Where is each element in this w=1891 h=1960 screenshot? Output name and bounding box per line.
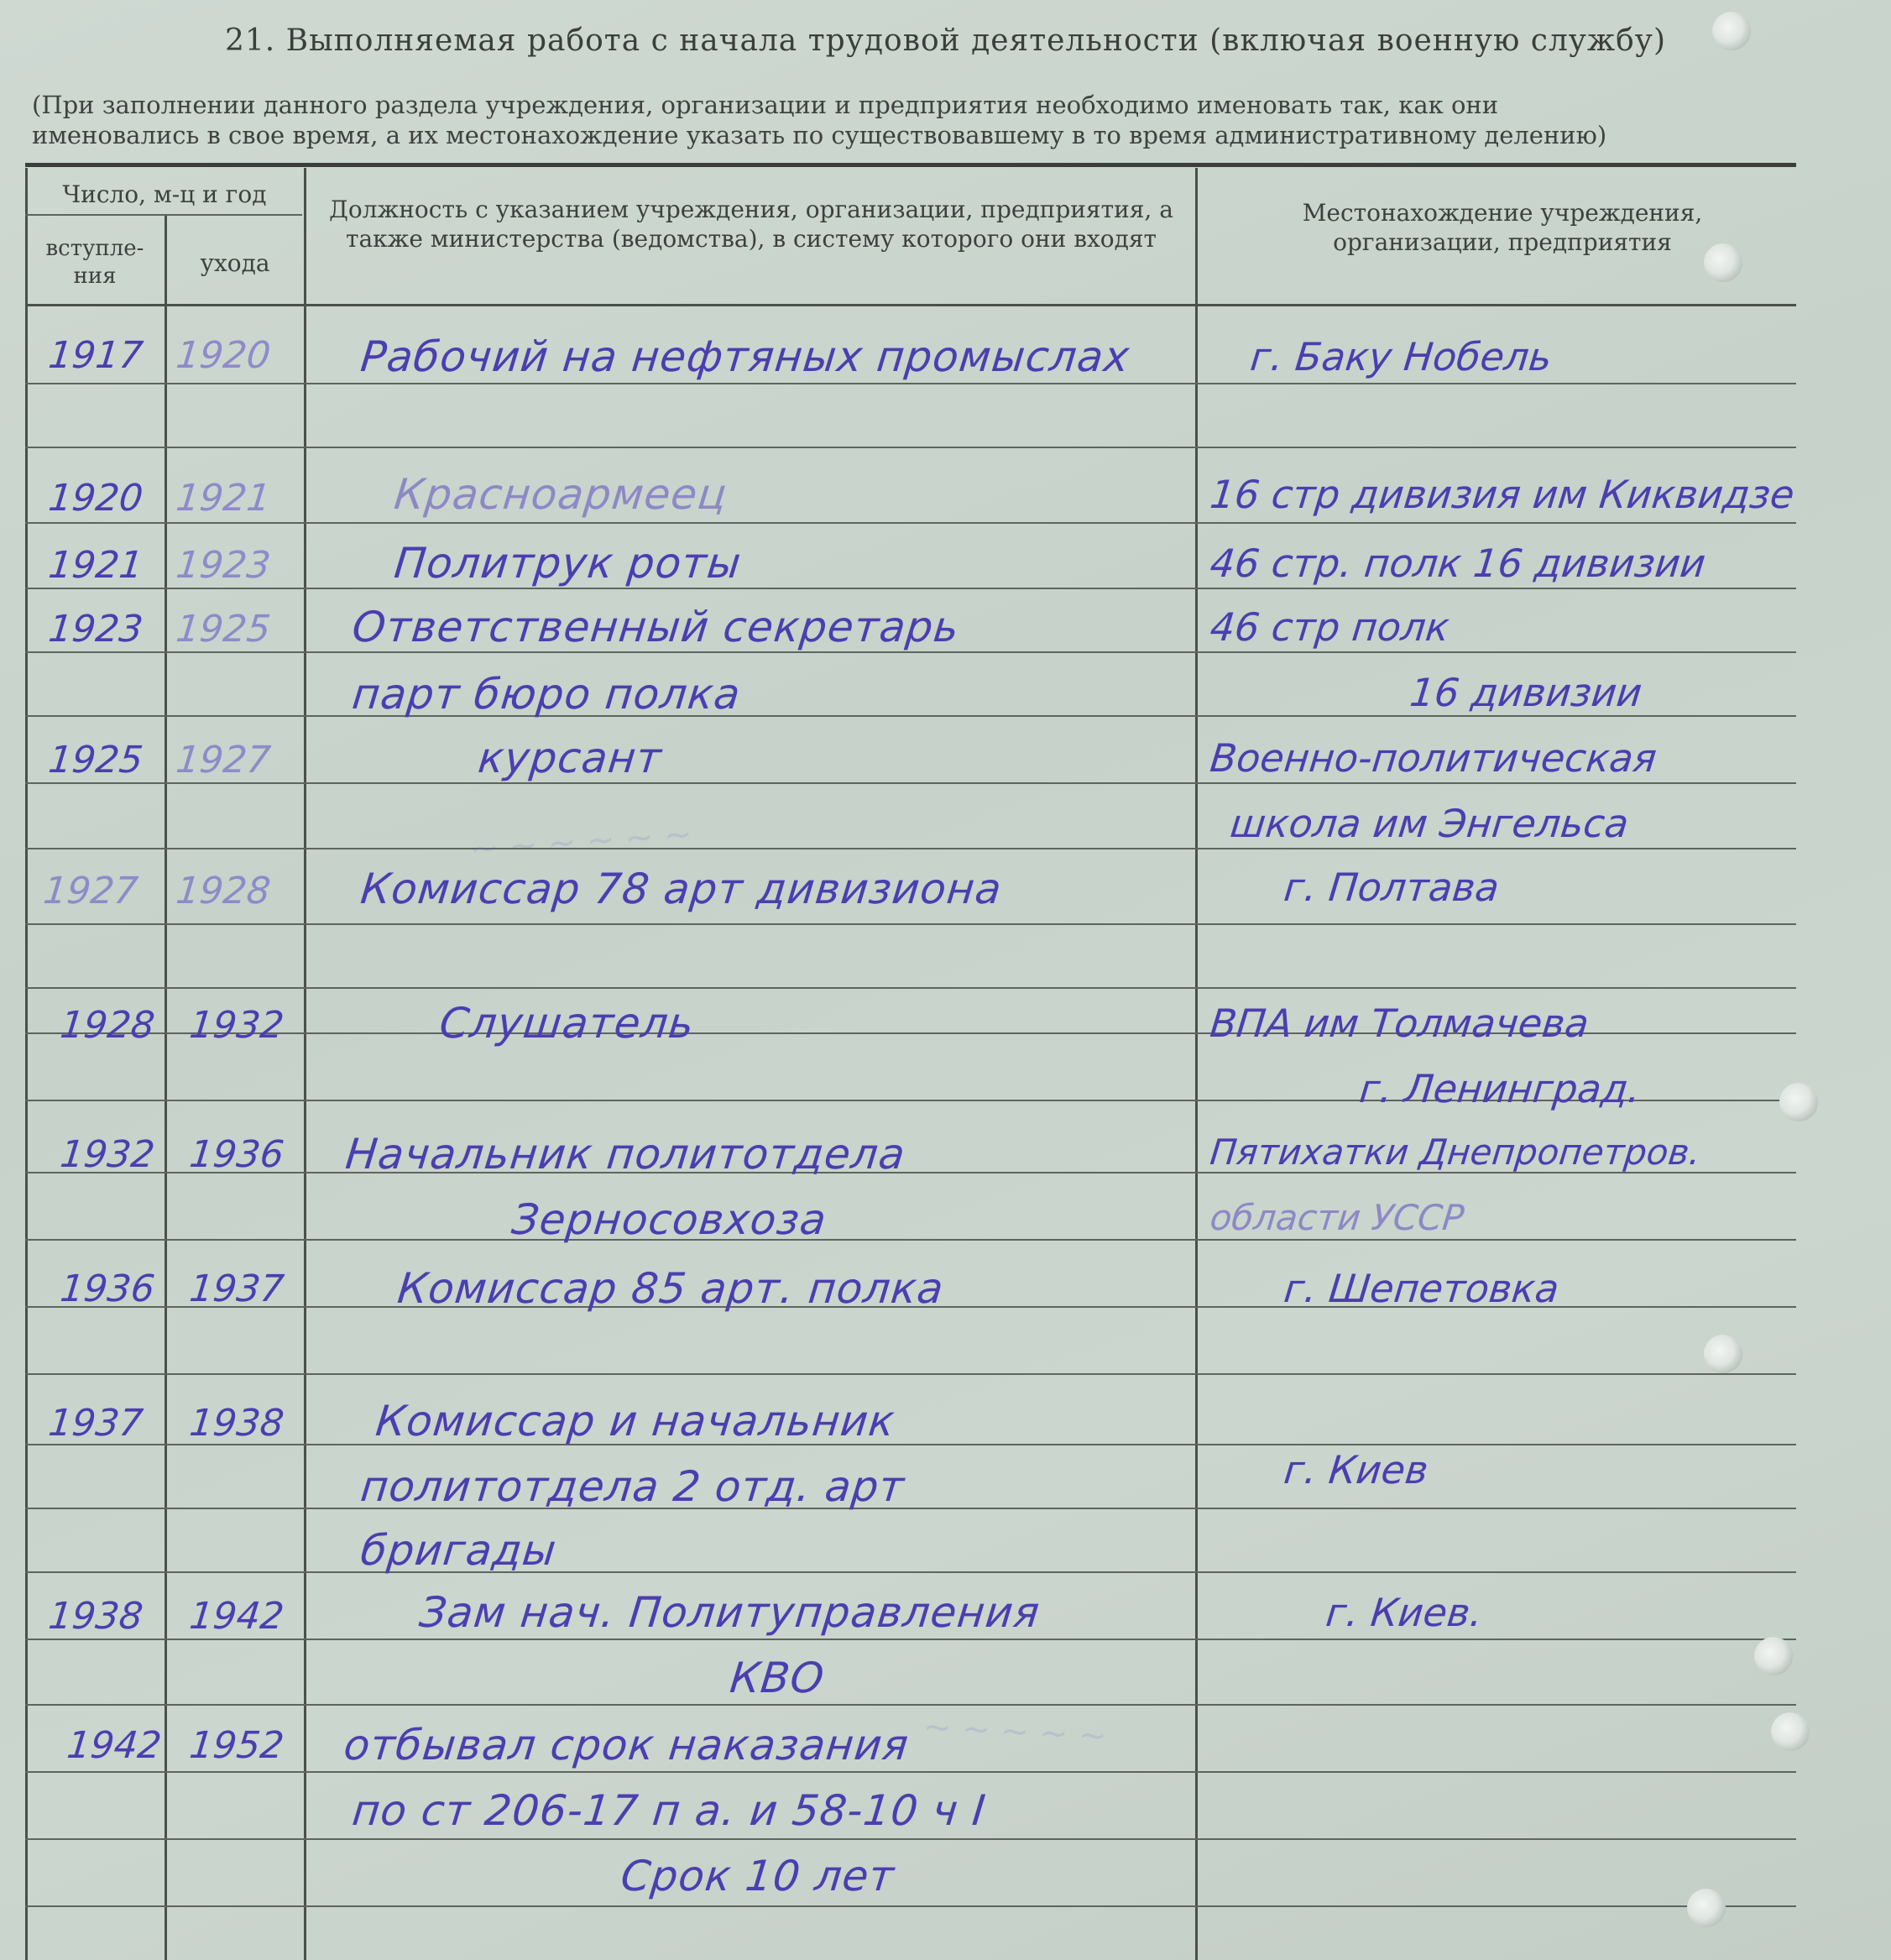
entry-location: 46 стр. полк 16 дивизии	[1208, 541, 1708, 586]
header-start: вступле- ния	[45, 236, 144, 289]
entry-end-year: 1932	[187, 1004, 286, 1047]
faint-stamp-imprint: ~ ~ ~ ~ ~ ~	[468, 814, 693, 870]
entry-location: ВПА им Толмачева	[1208, 1001, 1591, 1046]
entry-end-year: 1925	[174, 608, 273, 651]
entry-position: политотдела 2 отд. арт	[358, 1462, 907, 1511]
entry-location: г. Полтава	[1282, 865, 1502, 910]
entry-position: Зам нач. Политуправления	[416, 1588, 1042, 1637]
ruled-line	[25, 1771, 1796, 1773]
ruled-line	[25, 1838, 1796, 1840]
ruled-line	[25, 447, 1796, 448]
header-date-underline	[25, 214, 302, 216]
entry-location: Пятихатки Днепропетров.	[1208, 1132, 1703, 1173]
entry-position: Начальник политотдела	[342, 1130, 908, 1179]
ruled-line	[25, 1704, 1796, 1706]
header-rule	[25, 163, 1796, 167]
ruled-line	[25, 522, 1796, 524]
entry-start-year: 1917	[46, 334, 145, 377]
entry-location: г. Баку Нобель	[1248, 334, 1554, 379]
entry-end-year: 1921	[174, 477, 273, 520]
entry-position: КВО	[727, 1654, 828, 1702]
entry-start-year: 1925	[46, 739, 145, 781]
entry-location: г. Ленинград.	[1357, 1066, 1643, 1111]
entry-position: Рабочий на нефтяных промыслах	[358, 332, 1132, 381]
ruled-line	[25, 848, 1796, 849]
entry-position: бригады	[358, 1526, 560, 1575]
ruled-line	[25, 923, 1796, 925]
entry-position: отбывал срок наказания	[341, 1721, 912, 1769]
entry-start-year: 1921	[46, 544, 145, 587]
entry-position: Ответственный секретарь	[349, 603, 962, 651]
entry-location: г. Киев.	[1324, 1590, 1485, 1635]
entry-start-year: 1942	[65, 1724, 164, 1767]
entry-position: Красноармеец	[391, 470, 730, 519]
ruled-line	[25, 1571, 1796, 1573]
entry-position: Зерносовхоза	[509, 1195, 829, 1244]
faint-stamp-imprint: ~ ~ ~ ~ ~	[922, 1707, 1108, 1756]
entry-start-year: 1923	[46, 608, 145, 651]
entry-end-year: 1923	[174, 544, 273, 587]
header-date-group: Число, м-ц и год	[62, 180, 267, 208]
entry-position: курсант	[475, 734, 665, 782]
ruled-line	[25, 1639, 1796, 1640]
entry-end-year: 1937	[187, 1267, 286, 1310]
entry-end-year: 1920	[174, 334, 273, 377]
entry-position: Срок 10 лет	[618, 1852, 897, 1900]
ruled-line	[25, 715, 1796, 717]
entry-start-year: 1927	[41, 870, 140, 912]
entry-start-year: 1936	[58, 1267, 157, 1310]
column-divider-start-end	[165, 214, 167, 1960]
entry-end-year: 1928	[174, 870, 273, 912]
section-title: 21. Выполняемая работа с начала трудовой деятельности (включая военную службу)	[224, 24, 1667, 58]
ruled-line	[25, 1905, 1796, 1907]
entry-position: Слушатель	[436, 999, 697, 1048]
ruled-line	[25, 383, 1796, 384]
header-bottom-rule	[25, 304, 1796, 306]
entry-location: Военно-политическая	[1208, 735, 1659, 781]
punch-hole	[1754, 1637, 1793, 1675]
entry-position: Политрук роты	[391, 539, 744, 588]
entry-position: по ст 206-17 п а. и 58-10 ч I	[349, 1786, 989, 1835]
ruled-line	[25, 588, 1796, 589]
entry-end-year: 1927	[174, 739, 273, 781]
ruled-line	[25, 987, 1796, 989]
entry-start-year: 1920	[46, 477, 145, 520]
ruled-line	[25, 782, 1796, 784]
entry-location: г. Киев	[1282, 1447, 1431, 1492]
entry-start-year: 1928	[58, 1004, 157, 1047]
table-border-left	[25, 168, 28, 1960]
column-divider-date-position	[304, 168, 306, 1960]
punch-hole	[1687, 1889, 1726, 1927]
punch-hole	[1771, 1712, 1810, 1751]
entry-end-year: 1952	[187, 1724, 286, 1767]
entry-end-year: 1942	[187, 1595, 286, 1638]
ruled-line	[25, 651, 1796, 653]
punch-hole	[1704, 243, 1742, 282]
entry-position: парт бюро полка	[349, 670, 744, 719]
ruled-line	[25, 1508, 1796, 1509]
entry-location: 16 дивизии	[1408, 670, 1644, 715]
entry-location: г. Шепетовка	[1282, 1266, 1562, 1311]
column-divider-position-location	[1195, 168, 1198, 1960]
entry-location: области УССР	[1208, 1197, 1466, 1238]
entry-position: Комиссар 78 арт дивизиона	[358, 865, 1005, 913]
entry-location: 16 стр дивизия им Киквидзе	[1208, 472, 1797, 517]
header-end: ухода	[200, 249, 270, 277]
entry-start-year: 1937	[46, 1402, 145, 1445]
punch-hole	[1704, 1335, 1742, 1373]
ruled-line	[25, 1239, 1796, 1241]
entry-end-year: 1936	[187, 1133, 286, 1176]
entry-start-year: 1938	[46, 1595, 145, 1638]
entry-location: 46 стр полк	[1208, 604, 1452, 650]
punch-hole	[1779, 1083, 1818, 1121]
header-position: Должность с указанием учреждения, организации, предприятия, а также министерства (ведомства), в систему которого они входят	[329, 196, 1173, 253]
entry-location: школа им Энгельса	[1228, 801, 1631, 846]
header-location: Местонахождение учреждения, организации, предприятия	[1302, 199, 1703, 256]
ruled-line	[25, 1444, 1796, 1445]
entry-position: Комиссар 85 арт. полка	[394, 1264, 947, 1313]
instruction-note-line2: именовались в свое время, а их местонахождение указать по существовавшему в то время административному делению)	[32, 121, 1607, 149]
punch-hole	[1712, 12, 1751, 50]
instruction-note-line1: (При заполнении данного раздела учреждения, организации и предприятия необходимо именовать так, как они	[32, 91, 1499, 119]
entry-end-year: 1938	[187, 1402, 286, 1445]
entry-position: Комиссар и начальник	[373, 1397, 898, 1445]
entry-start-year: 1932	[58, 1133, 157, 1176]
ruled-line	[25, 1373, 1796, 1375]
